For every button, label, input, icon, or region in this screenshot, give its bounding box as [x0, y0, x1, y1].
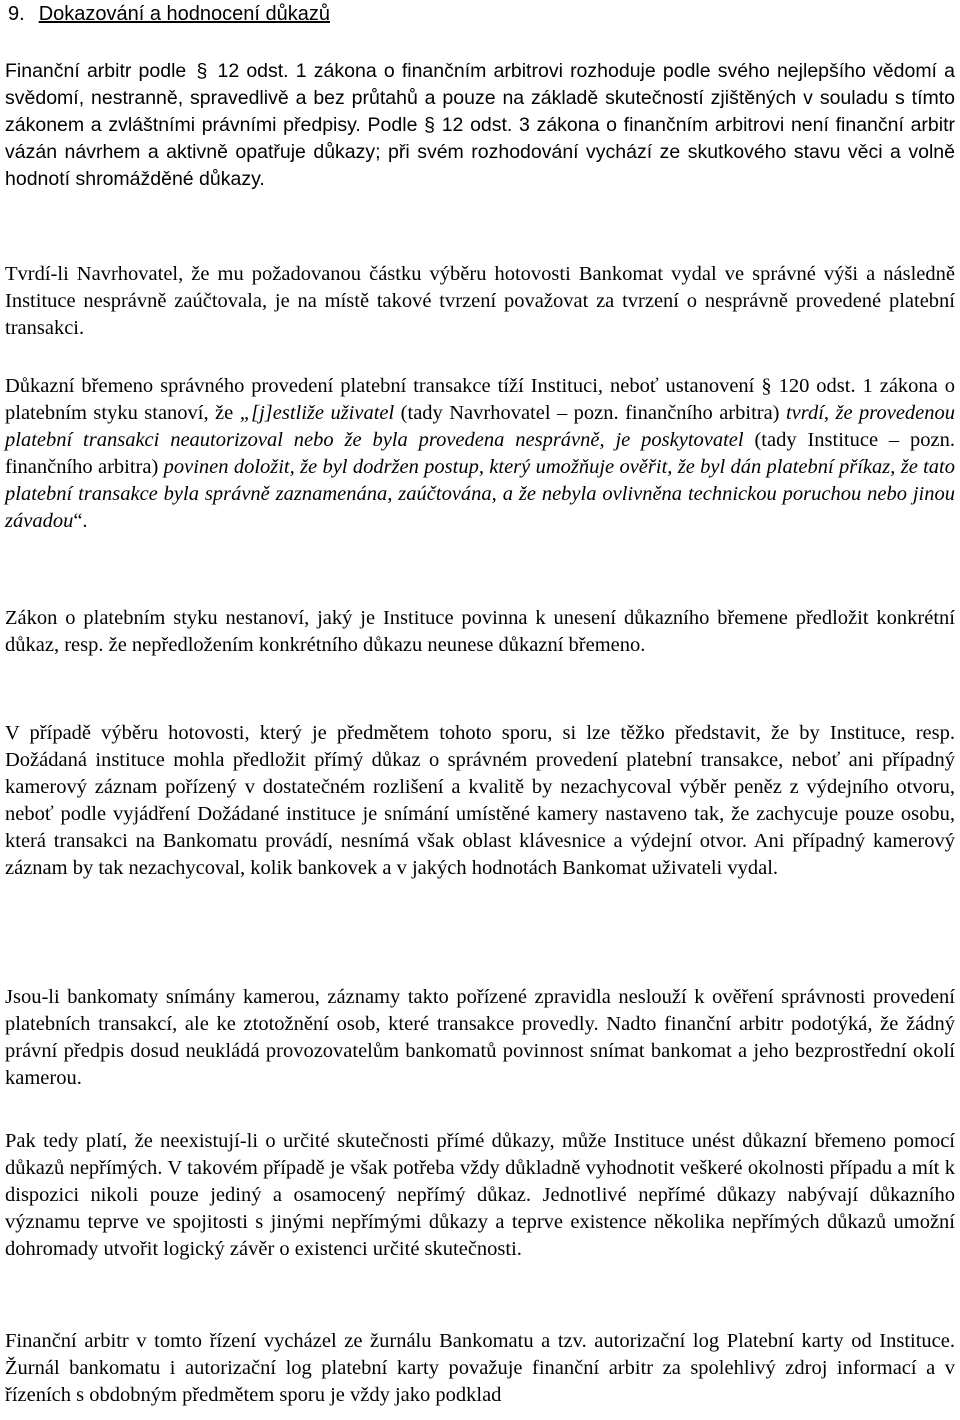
- paragraph-1-text-a: Finanční arbitr podle: [5, 60, 187, 82]
- paragraph-8: Finanční arbitr v tomto řízení vycházel ze žurnálu Bankomatu a tzv. autorizační log Platební karty od Instituce. Žurnál bankomatu i autorizační log platební karty považuje finanční arbitr za spolehlivý zdroj informací a v řízeních s obdobným předmětem sporu je vždy jako podklad: [5, 1330, 955, 1406]
- paragraph-4: Zákon o platebním styku nestanoví, jaký je Instituce povinna k unesení důkazního břemene předložit konkrétní důkaz, resp. že nepředložením konkrétního důkazu neunese důkazní břemeno.: [5, 607, 955, 656]
- section-number: 9.: [8, 3, 25, 25]
- quote-italic-1: „[j]estliže uživatel: [239, 402, 395, 424]
- section-title: Dokazování a hodnocení důkazů: [38, 3, 331, 25]
- quote-italic-3: povinen doložit, že byl dodržen postup, který umožňuje ověřit, že byl dán platební příkaz, že tato platební transakce byla správně zaznamenána, zaúčtována, a že nebyla ovlivněna technickou poruchou nebo jinou závadou: [5, 456, 955, 532]
- paragraph-1-text-b: 12 odst. 1 zákona o finančním arbitrovi rozhoduje podle svého nejlepšího vědomí a svědomí, nestranně, spravedlivě a bez průtahů a pouze na základě skutečností zjištěných v souladu s tímto zákonem a zvláštními právními předpisy. Podle: [5, 60, 955, 136]
- paragraph-7: Pak tedy platí, že neexistují-li o určité skutečnosti přímé důkazy, může Instituce unést důkazní břemeno pomocí důkazů nepřímých. V takovém případě je však potřeba vždy důkladně vyhodnotit veškeré okolnosti případu a mít k dispozici nikoli pouze jediný a osamocený nepřímý důkaz. Jednotlivé nepřímé důkazy nabývají důkazního významu teprve ve spojitosti s jinými nepřímými důkazy a teprve existence několika nepřímých důkazů umožní dohromady utvořit logický závěr o existenci určité skutečnosti.: [5, 1130, 955, 1260]
- paragraph-5: V případě výběru hotovosti, který je předmětem tohoto sporu, si lze těžko představit, že by Instituce, resp. Dožádaná instituce mohla předložit přímý důkaz o správném provedení platební transakce, neboť ani případný kamerový záznam pořízený v dostatečném rozlišení a kvalitě by nezachycoval výběr peněz z výdejního otvoru, neboť podle vyjádření Dožádané instituce je snímání umístěné kamery nastaveno tak, že zachycuje pouze osobu, která transakci na Bankomatu provádí, nesnímá však oblast klávesnice a výdejní otvor. Ani případný kamerový záznam by tak nezachycoval, kolik bankovek a v jakých hodnotách Bankomat uživateli vydal.: [5, 722, 955, 879]
- paragraph-1-text-d: 3 zákona o finančním arbitrovi není finanční arbitr vázán návrhem a aktivně opatřuje důkazy; při svém rozhodování vychází ze skutkového stavu věci a volně hodnotí shromážděné důkazy.: [5, 114, 956, 190]
- paragraph-3-text-b: 120 odst. 1 zákona o platebním styku stanoví, že: [5, 375, 955, 424]
- paragraph-3-text-d: (tady Instituce – pozn. finančního arbitra): [5, 429, 956, 478]
- paragraph-2: Tvrdí-li Navrhovatel, že mu požadovanou částku výběru hotovosti Bankomat vydal ve správné výši a následně Instituce nesprávně zaúčtovala, je na místě takové tvrzení považovat za tvrzení o nesprávně provedené platební transakci.: [5, 263, 955, 339]
- quote-close: “.: [73, 510, 88, 532]
- paragraph-3-text-c: (tady Navrhovatel – pozn. finančního arbitra): [400, 402, 780, 424]
- quote-italic-2: tvrdí, že provedenou platební transakci neautorizoval nebo že byla provedena nesprávně, je poskytovatel: [5, 402, 956, 451]
- section-sign: §: [424, 114, 435, 136]
- paragraph-6: Jsou-li bankomaty snímány kamerou, záznamy takto pořízené zpravidla neslouží k ověření správnosti provedení platebních transakcí, ale ke ztotožnění osob, které transakce provedly. Nadto finanční arbitr podotýká, že žádný právní předpis dosud neukládá provozovatelům bankomatů povinnost snímat bankomat a jeho bezprostřední okolí kamerou.: [5, 986, 955, 1089]
- paragraph-1-text-c: 12 odst.: [441, 114, 513, 136]
- section-sign: §: [761, 375, 772, 397]
- paragraph-1: [5, 58, 955, 193]
- section-heading: [8, 0, 330, 28]
- paragraph-3: [5, 373, 955, 535]
- section-sign: §: [196, 60, 208, 82]
- paragraph-3-text-a: Důkazní břemeno správného provedení platební transakce tíží Instituci, neboť ustanovení: [5, 375, 755, 397]
